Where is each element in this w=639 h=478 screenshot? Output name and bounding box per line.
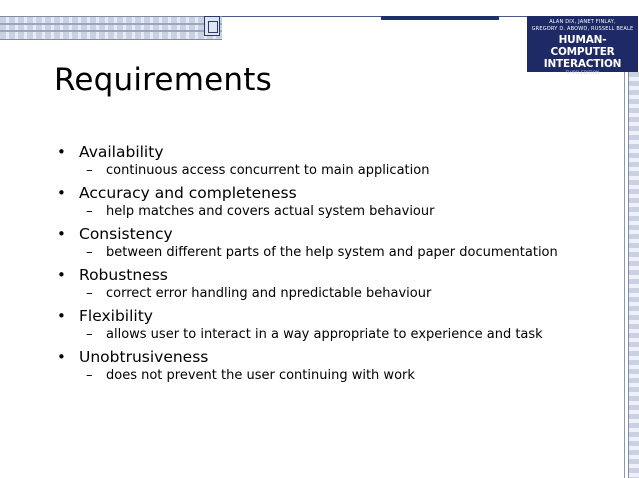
- cover-authors: [527, 19, 638, 32]
- bullet: •: [57, 266, 66, 284]
- strip-line: [0, 23, 222, 25]
- list-item: [57, 183, 617, 220]
- requirements-list: [57, 142, 617, 384]
- dash: –: [86, 327, 93, 342]
- sub-item-text: help matches and covers actual system behaviour: [106, 204, 435, 219]
- slide-title: Requirements: [54, 62, 272, 98]
- bullet: •: [57, 348, 66, 366]
- bullet: •: [57, 225, 66, 243]
- strip-line: [0, 30, 222, 32]
- sub-item-text: allows user to interact in a way appropriate to experience and task: [106, 327, 543, 342]
- dash: –: [86, 286, 93, 301]
- top-accent-bar: [381, 16, 499, 20]
- sub-item: [86, 327, 617, 343]
- book-cover-logo: [527, 16, 638, 76]
- item-label: Robustness: [79, 266, 168, 284]
- sub-item-text: does not prevent the user continuing with work: [106, 368, 415, 383]
- strip-box-ornament: [204, 16, 220, 36]
- bullet: •: [57, 184, 66, 202]
- bullet: •: [57, 307, 66, 325]
- side-rule: [624, 72, 625, 478]
- cover-edition: THIRD EDITION: [565, 71, 600, 76]
- cover-title-line2: INTERACTION: [543, 58, 622, 70]
- list-item: [57, 265, 617, 302]
- side-decorative-strip: [628, 72, 639, 478]
- item-label: Accuracy and completeness: [79, 184, 297, 202]
- sub-item: [86, 368, 617, 384]
- cover-authors-line2: GREGORY D. ABOWD, RUSSELL BEALE: [531, 25, 634, 32]
- bullet: •: [57, 143, 66, 161]
- item-label: Consistency: [79, 225, 173, 243]
- cover-authors-line1: ALAN DIX, JANET FINLAY,: [549, 19, 616, 25]
- dash: –: [86, 204, 93, 219]
- sub-item: [86, 163, 617, 179]
- sub-item-text: correct error handling and npredictable behaviour: [106, 286, 432, 301]
- item-label: Flexibility: [79, 307, 153, 325]
- list-item: [57, 224, 617, 261]
- sub-item: [86, 245, 617, 261]
- sub-item-text: continuous access concurrent to main application: [106, 163, 430, 178]
- dash: –: [86, 163, 93, 178]
- dash: –: [86, 368, 93, 383]
- item-label: Unobtrusiveness: [79, 348, 209, 366]
- dash: –: [86, 245, 93, 260]
- item-label: Availability: [79, 143, 164, 161]
- cover-title: [527, 34, 638, 70]
- top-decorative-strip: [0, 16, 222, 40]
- cover-title-line1: HUMAN-COMPUTER: [550, 34, 615, 58]
- sub-item-text: between different parts of the help system and paper documentation: [106, 245, 558, 260]
- sub-item: [86, 286, 617, 302]
- sub-item: [86, 204, 617, 220]
- list-item: [57, 142, 617, 179]
- list-item: [57, 306, 617, 343]
- list-item: [57, 347, 617, 384]
